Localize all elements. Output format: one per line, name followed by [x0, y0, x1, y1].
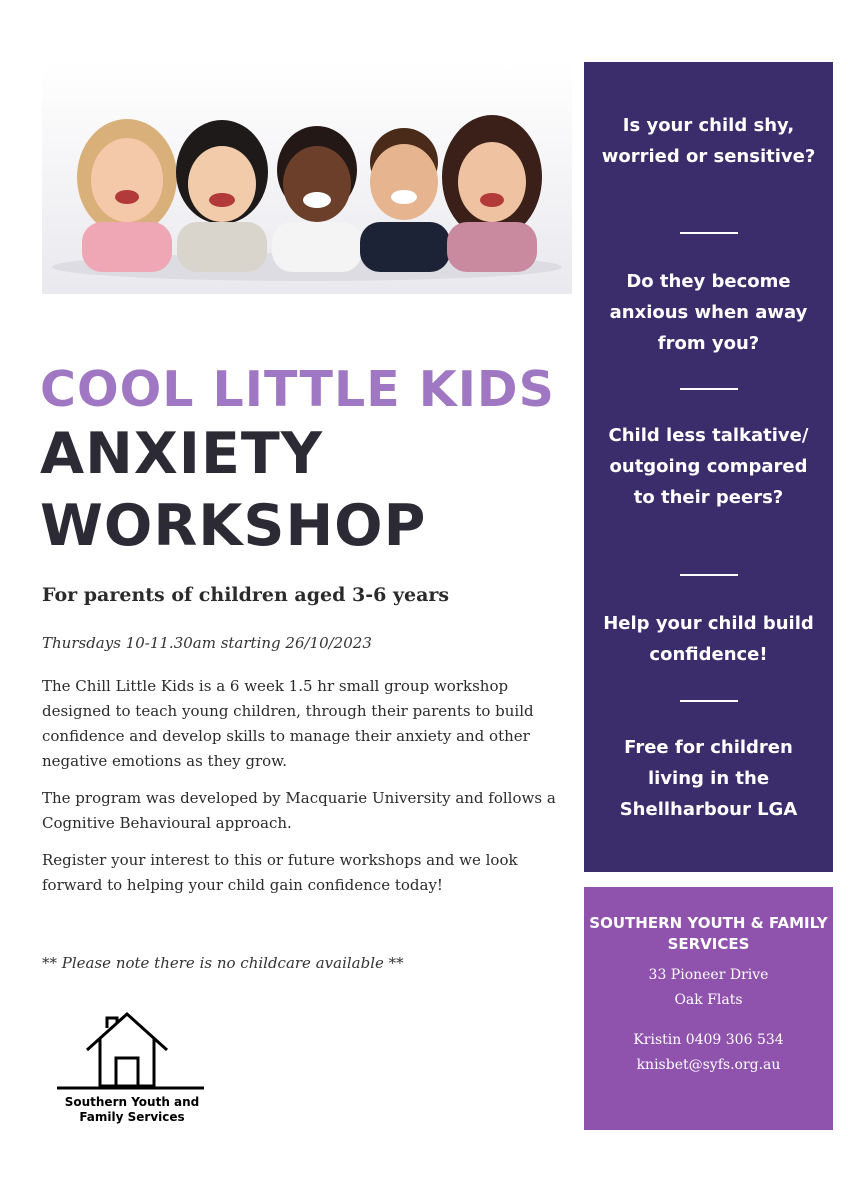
divider [680, 232, 738, 234]
divider [680, 700, 738, 702]
contact-email[interactable]: knisbet@syfs.org.au [636, 1057, 781, 1073]
contact-box [584, 887, 833, 1130]
description-paragraph: The program was developed by Macquarie University and follows a Cognitive Behavioural approach. [42, 789, 556, 832]
free-eligibility: Free for children living in the Shellharbour LGA [619, 737, 798, 820]
title-line-2: ANXIETY [40, 421, 324, 487]
workshop-title [40, 362, 555, 562]
question-talkative: Child less talkative/ outgoing compared to their peers? [608, 425, 809, 508]
logo-text-line-1: Southern Youth and [64, 1095, 200, 1109]
schedule-text: Thursdays 10-11.30am starting 26/10/2023 [42, 634, 372, 652]
contact-phone: Kristin 0409 306 534 [633, 1032, 784, 1048]
description-paragraph: Register your interest to this or future workshops and we look forward to helping your child gain confidence today! [42, 851, 518, 894]
description-paragraph: The Chill Little Kids is a 6 week 1.5 hr small group workshop designed to teach young children, through their parents to build confidence and develop skills to manage their anxiety and other negative emotions as they grow. [42, 677, 534, 770]
divider [680, 574, 738, 576]
audience-subtitle: For parents of children aged 3-6 years [42, 584, 450, 606]
address-suburb: Oak Flats [674, 992, 743, 1008]
children-photo [42, 62, 572, 294]
organisation-logo [52, 1010, 212, 1135]
title-line-1: COOL LITTLE KIDS [40, 361, 555, 418]
question-anxious: Do they become anxious when away from you? [609, 271, 808, 354]
childcare-note: ** Please note there is no childcare available ** [42, 954, 404, 972]
description [42, 674, 572, 910]
house-icon [52, 1010, 212, 1094]
help-confidence: Help your child build confidence! [603, 613, 814, 665]
address-street: 33 Pioneer Drive [648, 967, 769, 983]
logo-text-line-2: Family Services [79, 1110, 185, 1124]
title-line-3: WORKSHOP [40, 493, 427, 559]
organisation-name: SOUTHERN YOUTH & FAMILY SERVICES [589, 914, 828, 953]
question-shy: Is your child shy, worried or sensitive? [601, 115, 816, 167]
divider [680, 388, 738, 390]
sidebar-questions [584, 62, 833, 872]
